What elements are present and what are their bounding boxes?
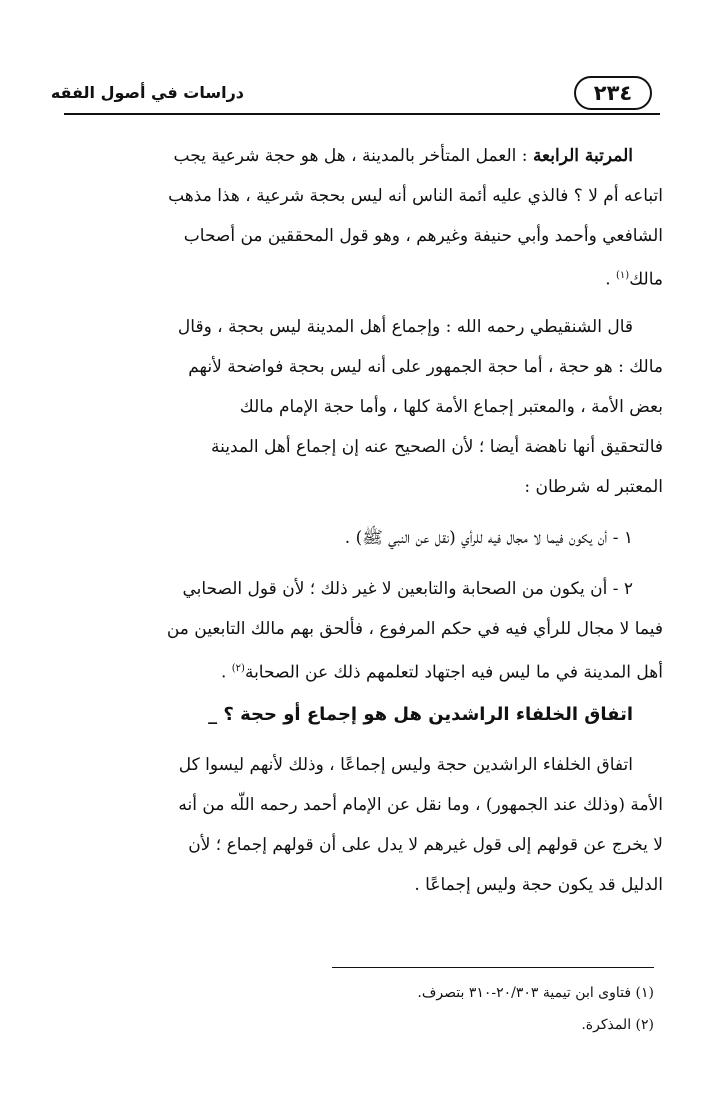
text-line: [62, 649, 663, 689]
text-line: الشافعي وأحمد وأبي حنيفة وغيرهم ، وهو قول المحققين من أصحاب: [183, 226, 663, 246]
text-line: [62, 136, 663, 176]
footnote-1: (١) فتاوى ابن تيمية ٢٠/٣٠٣-٣١٠ بتصرف.: [417, 985, 654, 1001]
text-line: المعتبر له شرطان :: [524, 477, 663, 497]
footnote-2: (٢) المذكرة.: [581, 1017, 654, 1033]
text-span: مالك: [629, 269, 663, 290]
text-span: : العمل المتأخر بالمدينة ، هل هو حجة شرعية يجب: [173, 146, 533, 166]
footnote-marker-1: (١): [616, 270, 630, 281]
text-line: فيما لا مجال للرأي فيه في حكم المرفوع ، فألحق بهم مالك التابعين من: [166, 619, 663, 639]
text-line: الدليل قد يكون حجة وليس إجماعًا .: [414, 875, 663, 895]
text-line: فالتحقيق أنها ناهضة أيضا ؛ لأن الصحيح عنه إن إجماع أهل المدينة: [211, 437, 663, 457]
rank-label: المرتبة الرابعة: [532, 146, 633, 166]
paragraph-shinqiti: [62, 307, 663, 507]
footnote-rule: [332, 967, 654, 968]
paragraph-gap: [62, 507, 663, 518]
header-rule: [64, 113, 660, 115]
condition-2: [62, 569, 663, 689]
text-line: قال الشنقيطي رحمه الله : وإجماع أهل المدينة ليس بحجة ، وقال: [177, 317, 633, 337]
paragraph-gap: [62, 296, 663, 307]
paragraph-fourth-rank: [62, 136, 663, 296]
condition-1: ١ - أن يكون فيما لا مجال فيه للرأي (نقل عن النبي ﷺ) .: [344, 528, 633, 548]
text-line: ٢ - أن يكون من الصحابة والتابعين لا غير ذلك ؛ لأن قول الصحابي: [182, 579, 633, 599]
page-number: ٢٣٤: [574, 76, 652, 110]
text-line: الأمة (وذلك عند الجمهور) ، وما نقل عن الإمام أحمد رحمه اللّه من أنه: [178, 795, 663, 815]
paragraph-caliphs: [62, 745, 663, 905]
footnote-marker-2: (٢): [231, 663, 245, 674]
running-title: دراسات في أصول الفقه: [50, 83, 244, 102]
text-line: اتفاق الخلفاء الراشدين حجة وليس إجماعًا ، وذلك لأنهم ليسوا كل: [178, 755, 633, 775]
text-line: [62, 256, 663, 296]
text-line: لا يخرج عن قولهم إلى قول غيرهم لا يدل على أن قولهم إجماع ؛ لأن: [188, 835, 663, 855]
text-line: اتباعه أم لا ؟ فالذي عليه أئمة الناس أنه ليس بحجة شرعية ، هذا مذهب: [168, 186, 663, 206]
text-span: .: [605, 269, 617, 290]
text-span: .: [220, 662, 232, 683]
section-heading: اتفاق الخلفاء الراشدين هل هو إجماع أو حجة ؟ _: [208, 704, 633, 725]
text-line: بعض الأمة ، والمعتبر إجماع الأمة كلها ، وأما حجة الإمام مالك: [239, 397, 663, 417]
text-span: أهل المدينة في ما ليس فيه اجتهاد لتعلمهم ذلك عن الصحابة: [244, 662, 663, 683]
text-line: مالك : هو حجة ، أما حجة الجمهور على أنه ليس بحجة فواضحة لأنهم: [188, 357, 663, 377]
paragraph-gap: [62, 558, 663, 569]
body-text: [62, 136, 663, 905]
